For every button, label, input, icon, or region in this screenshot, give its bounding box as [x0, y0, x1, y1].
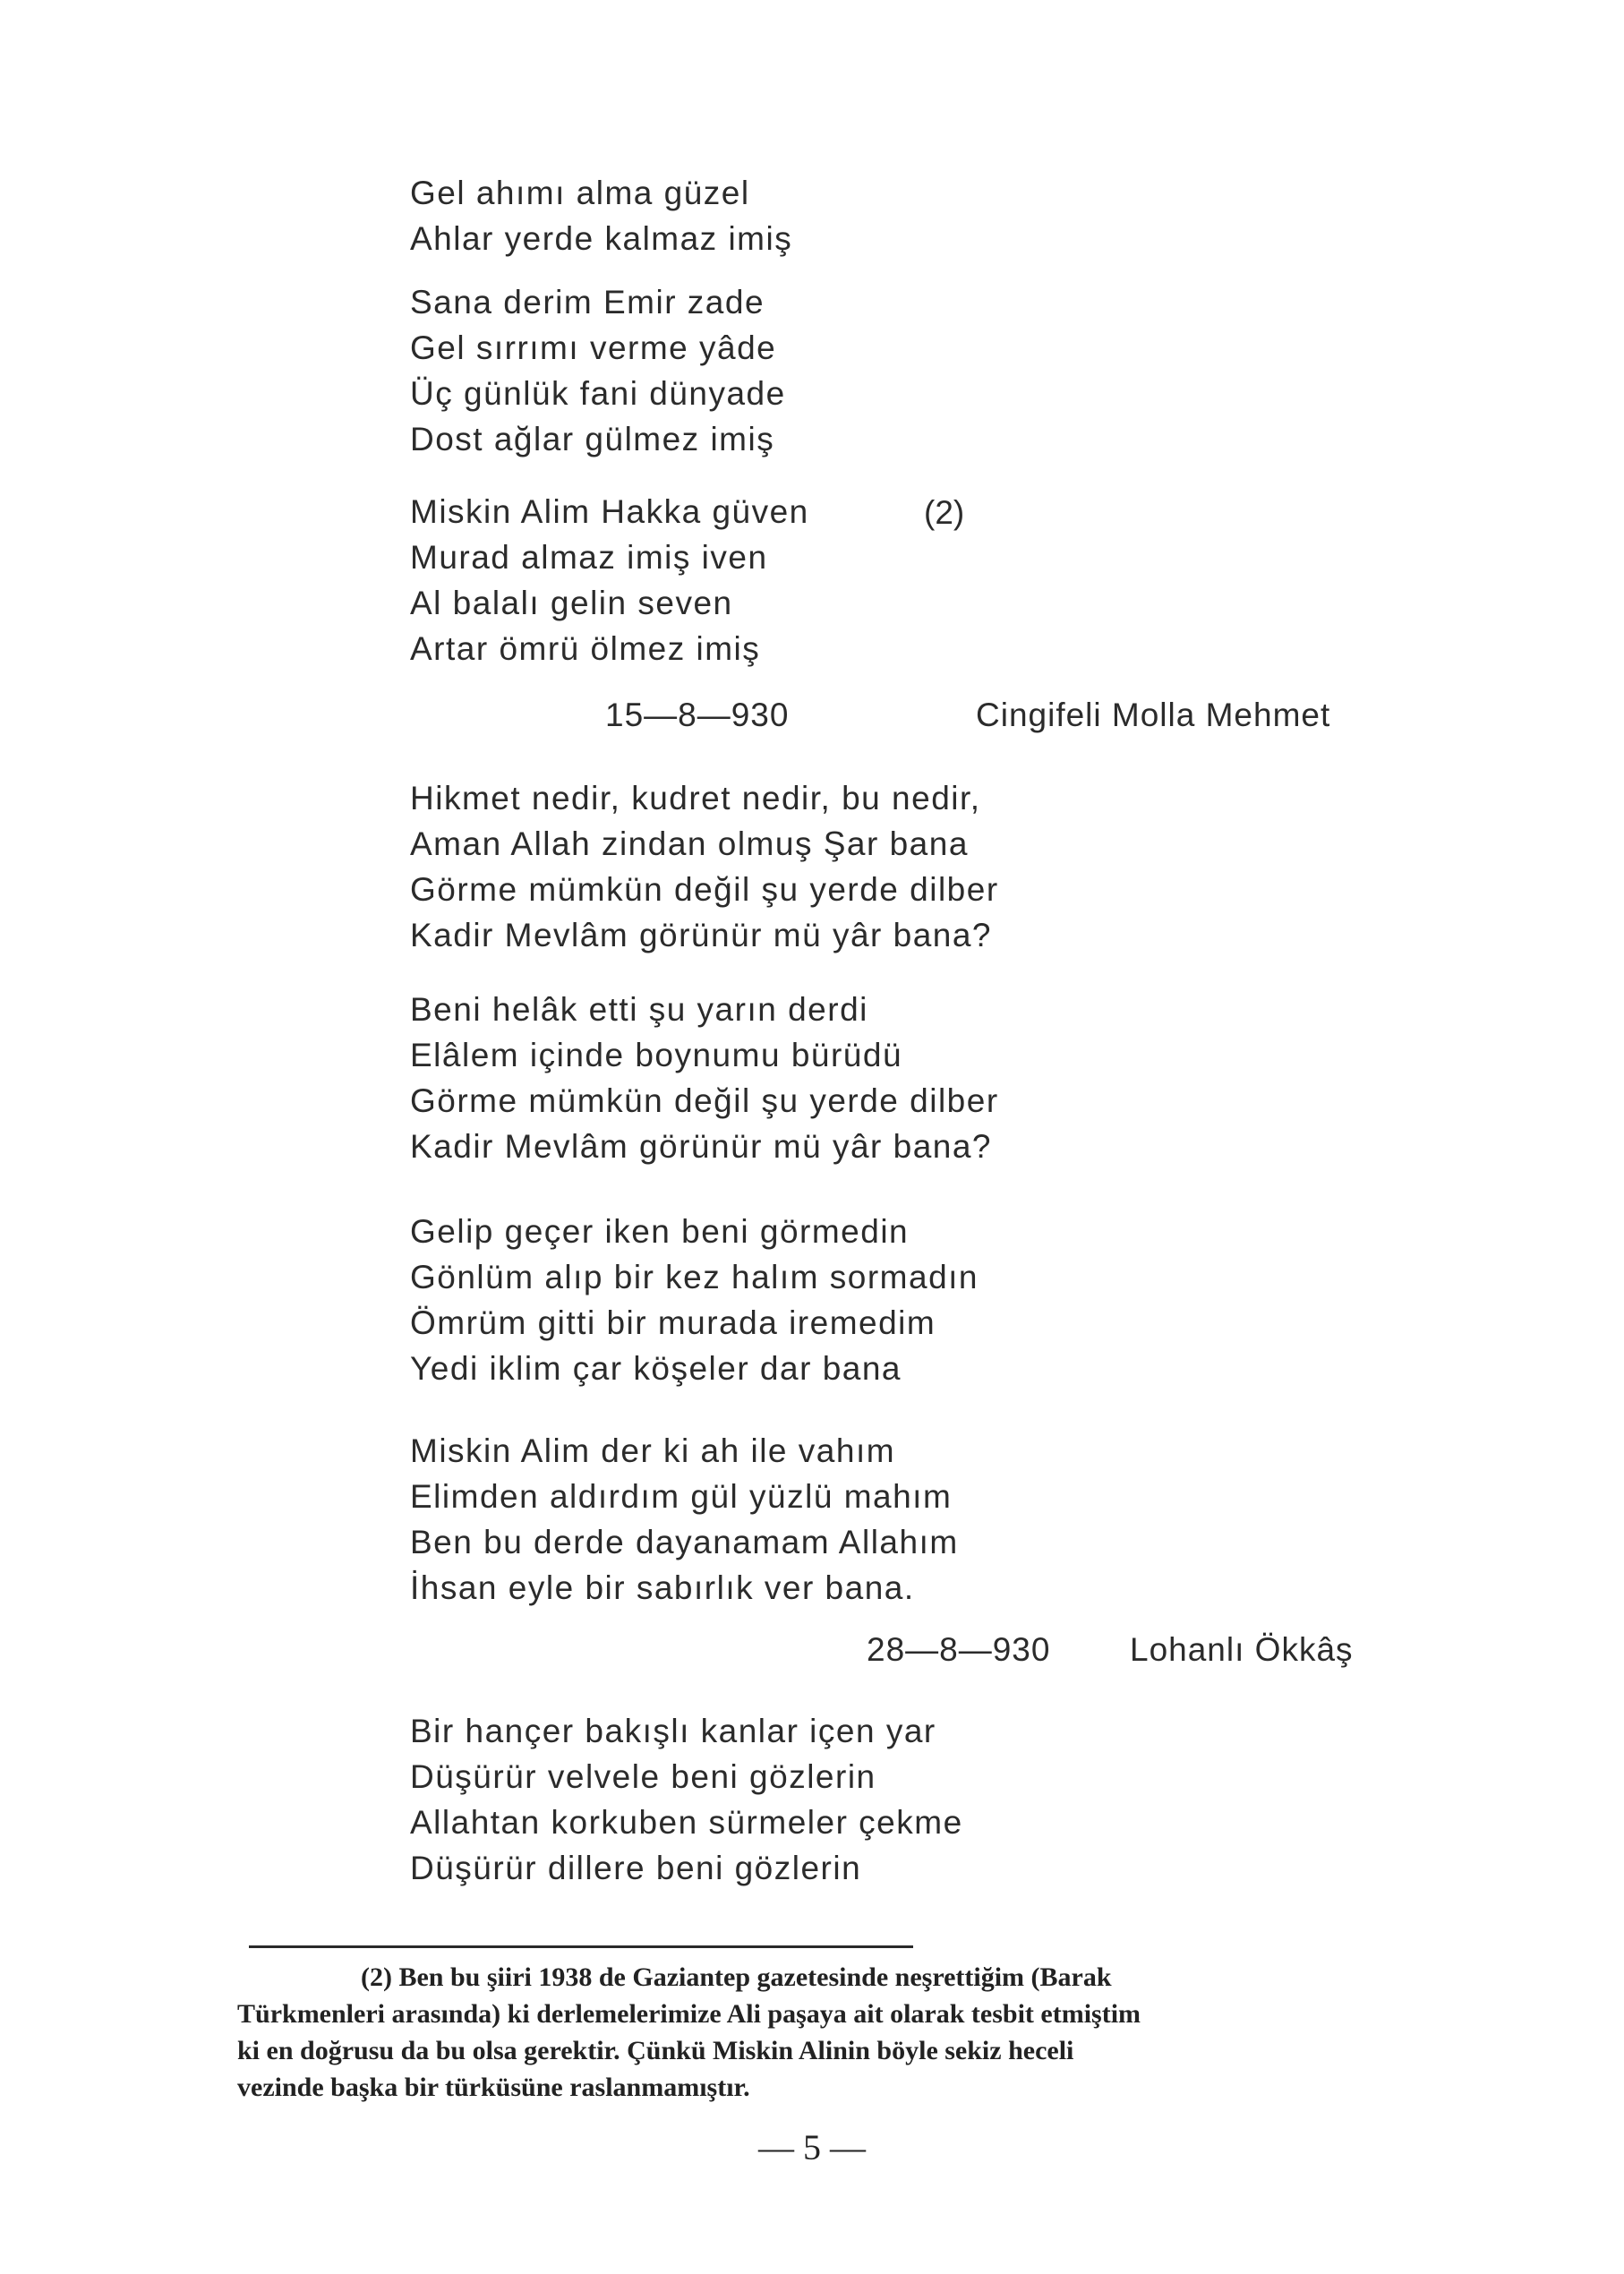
stanza-7: [410, 1428, 959, 1611]
poem-line: İhsan eyle bir sabırlık ver bana.: [410, 1569, 915, 1606]
poem-line: Miskin Alim Hakka güven: [410, 493, 809, 530]
poem-line: Ahlar yerde kalmaz imiş: [410, 220, 793, 257]
poem-line: Allahtan korkuben sürmeler çekme: [410, 1804, 963, 1841]
poem-line: Kadir Mevlâm görünür mü yâr bana?: [410, 1128, 993, 1165]
poem-line: Görme mümkün değil şu yerde dilber: [410, 1082, 999, 1119]
poem-line: Yedi iklim çar köşeler dar bana: [410, 1350, 902, 1387]
poem-line: Kadir Mevlâm görünür mü yâr bana?: [410, 917, 993, 953]
stanza-4: [410, 775, 999, 958]
signature-author: Lohanlı Ökkâş: [1130, 1631, 1354, 1668]
signature-date: 15—8—930: [605, 697, 790, 733]
poem-line: Ben bu derde dayanamam Allahım: [410, 1524, 959, 1560]
stanza-2: [410, 279, 786, 462]
signature-date: 28—8—930: [867, 1631, 1051, 1668]
poem-line: Düşürür dillere beni gözlerin: [410, 1850, 862, 1886]
poem-line: Bir hançer bakışlı kanlar içen yar: [410, 1713, 936, 1749]
poem-line: Artar ömrü ölmez imiş: [410, 630, 761, 667]
poem-line: Murad almaz imiş iven: [410, 539, 768, 576]
page-number: — 5 —: [758, 2127, 866, 2167]
footnote-divider: [249, 1945, 913, 1948]
footnote: [237, 1959, 1455, 2106]
poem-line: Miskin Alim der ki ah ile vahım: [410, 1432, 896, 1469]
footnote-reference: (2): [924, 494, 965, 531]
footnote-line: Türkmenleri arasında) ki derlemelerimize Ali paşaya ait olarak tesbit etmiştim: [237, 1999, 1141, 2029]
poem-line: Elimden aldırdım gül yüzlü mahım: [410, 1478, 953, 1515]
poem-line: Üç günlük fani dünyade: [410, 375, 786, 412]
stanza-1: [410, 170, 792, 261]
stanza-8: [410, 1708, 963, 1891]
poem-line: Sana derim Emir zade: [410, 284, 765, 321]
poem-line: Gelip geçer iken beni görmedin: [410, 1213, 910, 1250]
poem-line: Ömrüm gitti bir murada iremedim: [410, 1304, 936, 1341]
poem-line: Düşürür velvele beni gözlerin: [410, 1758, 876, 1795]
poem-line: Gel ahımı alma güzel: [410, 175, 750, 211]
footnote-line: ki en doğrusu da bu olsa gerektir. Çünkü Miskin Alinin böyle sekiz heceli: [237, 2036, 1074, 2065]
footnote-line: (2) Ben bu şiiri 1938 de Gaziantep gazetesinde neşrettiğim (Barak: [361, 1962, 1112, 1992]
poem-line: Beni helâk etti şu yarın derdi: [410, 991, 868, 1028]
poem-line: Gönlüm alıp bir kez halım sormadın: [410, 1259, 979, 1295]
footnote-line: vezinde başka bir türküsüne raslanmamıştır.: [237, 2073, 750, 2102]
stanza-6: [410, 1209, 979, 1391]
stanza-3: [410, 489, 809, 671]
poem-line: Gel sırrımı verme yâde: [410, 329, 777, 366]
poem-line: Al balalı gelin seven: [410, 585, 733, 621]
poem-line: Görme mümkün değil şu yerde dilber: [410, 871, 999, 908]
poem-line: Aman Allah zindan olmuş Şar bana: [410, 825, 969, 862]
signature-author: Cingifeli Molla Mehmet: [976, 697, 1331, 733]
poem-line: Hikmet nedir, kudret nedir, bu nedir,: [410, 780, 981, 816]
poem-line: Dost ağlar gülmez imiş: [410, 421, 775, 457]
stanza-5: [410, 987, 999, 1169]
poem-line: Elâlem içinde boynumu bürüdü: [410, 1037, 903, 1073]
